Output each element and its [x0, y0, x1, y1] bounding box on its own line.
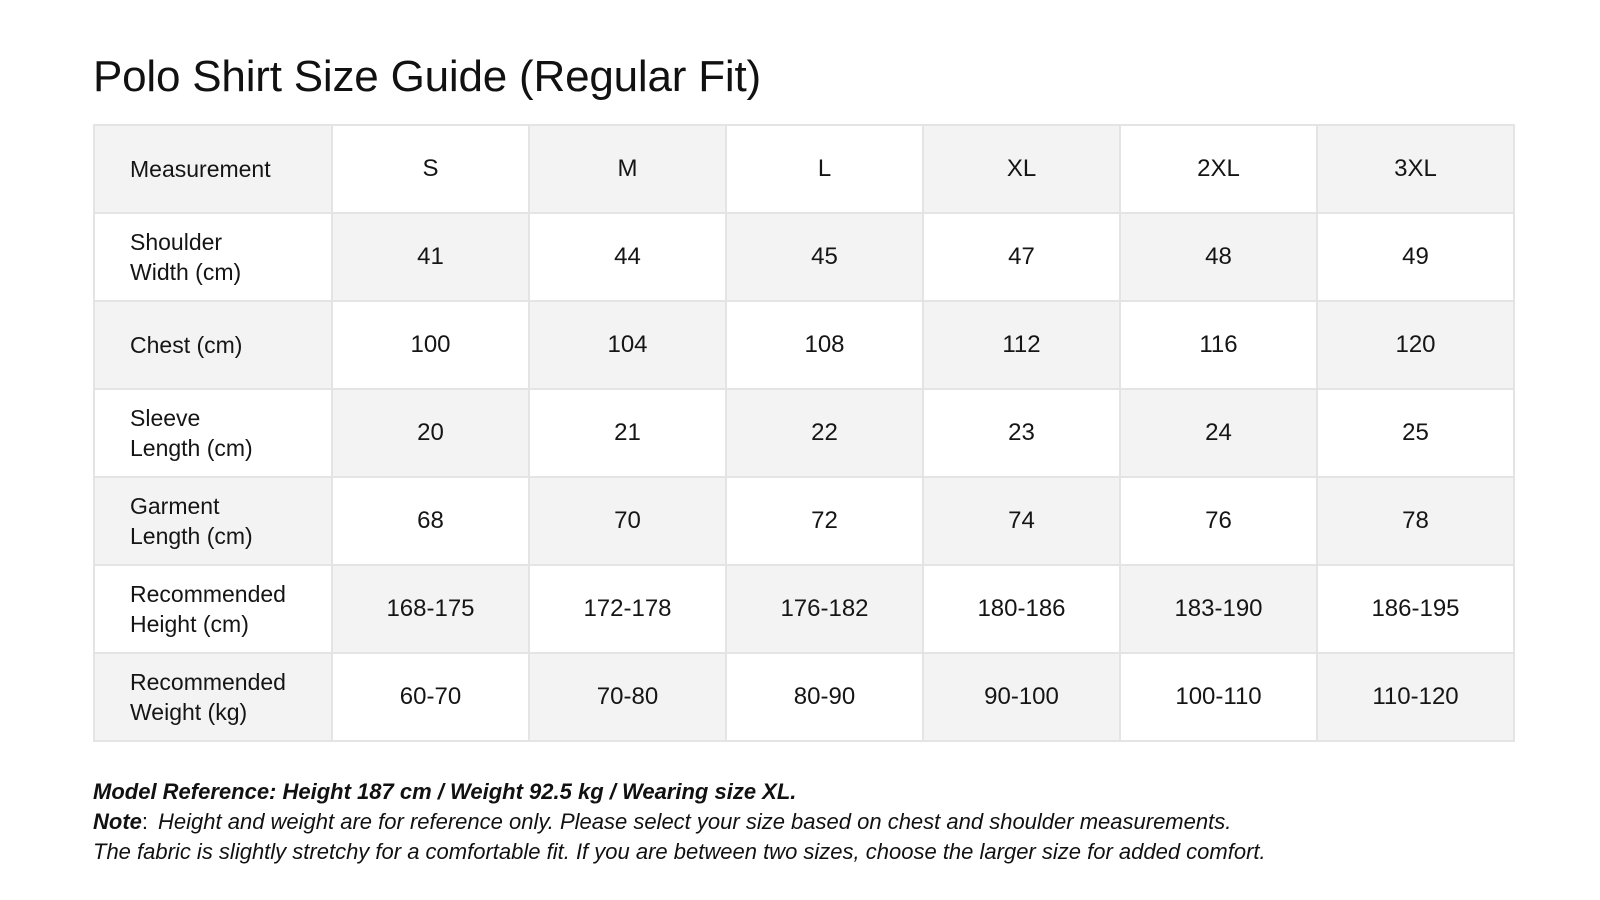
- notes-section: [93, 777, 1553, 867]
- table-cell: [332, 389, 529, 477]
- table-cell: [529, 389, 726, 477]
- note-line-1: [93, 807, 1553, 837]
- cell-value: 100-110: [1175, 683, 1262, 710]
- cell-value: 120: [1395, 331, 1436, 358]
- row-label-cell: [94, 213, 332, 301]
- cell-value: 23: [1008, 419, 1035, 446]
- cell-value: 70-80: [596, 683, 659, 710]
- row-label-line: Chest (cm): [130, 332, 243, 358]
- table-cell: [332, 653, 529, 741]
- table-cell: [332, 301, 529, 389]
- table-cell: [1120, 301, 1317, 389]
- row-label-line: Weight (kg): [130, 699, 248, 725]
- header-label-cell: [94, 125, 332, 213]
- cell-value: 72: [811, 507, 838, 534]
- cell-value: 45: [811, 243, 838, 270]
- table-cell: [726, 389, 923, 477]
- row-label-line: Garment: [130, 493, 220, 519]
- note-line-2: The fabric is slightly stretchy for a comfortable fit. If you are between two sizes, choose the larger size for added comfort.: [93, 839, 1266, 864]
- table-cell: [529, 565, 726, 653]
- note-colon: :: [141, 809, 149, 834]
- size-header-label: 3XL: [1394, 155, 1437, 182]
- cell-value: 78: [1402, 507, 1429, 534]
- size-table: [93, 124, 1515, 742]
- table-cell: [332, 213, 529, 301]
- cell-value: 48: [1205, 243, 1232, 270]
- row-label-cell: [94, 653, 332, 741]
- table-cell: [726, 477, 923, 565]
- table-row: [94, 477, 1514, 565]
- table-cell: [726, 213, 923, 301]
- table-header-row: [94, 125, 1514, 213]
- cell-value: 49: [1402, 243, 1429, 270]
- table-cell: [1317, 301, 1514, 389]
- size-header-cell: [1317, 125, 1514, 213]
- cell-value: 25: [1402, 419, 1429, 446]
- cell-value: 44: [614, 243, 641, 270]
- cell-value: 168-175: [386, 595, 475, 622]
- cell-value: 70: [614, 507, 641, 534]
- cell-value: 22: [811, 419, 838, 446]
- row-label-cell: [94, 565, 332, 653]
- row-label-line: Height (cm): [130, 611, 249, 637]
- row-label-cell: [94, 389, 332, 477]
- cell-value: 172-178: [583, 595, 672, 622]
- cell-value: 186-195: [1371, 595, 1460, 622]
- cell-value: 60-70: [399, 683, 462, 710]
- note-label: Note: [93, 809, 142, 834]
- cell-value: 176-182: [780, 595, 869, 622]
- table-cell: [726, 565, 923, 653]
- table-cell: [1317, 213, 1514, 301]
- table-cell: [923, 653, 1120, 741]
- table-cell: [1120, 477, 1317, 565]
- table-cell: [529, 213, 726, 301]
- row-label-line: Sleeve: [130, 405, 201, 431]
- table-cell: [1317, 389, 1514, 477]
- table-row: [94, 389, 1514, 477]
- table-cell: [923, 477, 1120, 565]
- table-cell: [1120, 213, 1317, 301]
- table-cell: [1120, 653, 1317, 741]
- table-cell: [529, 653, 726, 741]
- cell-value: 110-120: [1372, 683, 1459, 710]
- table-cell: [1120, 389, 1317, 477]
- cell-value: 180-186: [977, 595, 1066, 622]
- note-text-1: Height and weight are for reference only. Please select your size based on chest and shoulder measurements.: [158, 809, 1232, 834]
- cell-value: 76: [1205, 507, 1232, 534]
- table-cell: [923, 213, 1120, 301]
- size-header-label: S: [422, 155, 439, 182]
- page-title: Polo Shirt Size Guide (Regular Fit): [93, 52, 761, 101]
- table-cell: [726, 653, 923, 741]
- size-header-cell: [923, 125, 1120, 213]
- size-header-cell: [726, 125, 923, 213]
- cell-value: 21: [614, 419, 641, 446]
- table-cell: [1317, 653, 1514, 741]
- table-cell: [529, 477, 726, 565]
- row-label-line: Recommended: [130, 669, 286, 695]
- table-cell: [529, 301, 726, 389]
- row-label-line: Recommended: [130, 581, 286, 607]
- table-cell: [1120, 565, 1317, 653]
- cell-value: 41: [417, 243, 444, 270]
- table-row: [94, 301, 1514, 389]
- row-label-cell: [94, 301, 332, 389]
- cell-value: 80-90: [793, 683, 856, 710]
- cell-value: 104: [607, 331, 648, 358]
- size-header-label: L: [817, 155, 832, 182]
- size-header-cell: [332, 125, 529, 213]
- model-reference: Model Reference: Height 187 cm / Weight 92.5 kg / Wearing size XL.: [93, 779, 797, 804]
- cell-value: 90-100: [984, 683, 1059, 710]
- cell-value: 108: [804, 331, 845, 358]
- row-label-line: Width (cm): [130, 259, 242, 285]
- table-row: [94, 213, 1514, 301]
- cell-value: 112: [1002, 331, 1041, 358]
- size-header-label: 2XL: [1197, 155, 1240, 182]
- table-cell: [1317, 477, 1514, 565]
- table-row: [94, 565, 1514, 653]
- table-cell: [332, 565, 529, 653]
- row-label-line: Measurement: [130, 156, 271, 182]
- cell-value: 183-190: [1174, 595, 1263, 622]
- cell-value: 24: [1205, 419, 1232, 446]
- cell-value: 47: [1008, 243, 1035, 270]
- table-cell: [332, 477, 529, 565]
- table-cell: [923, 301, 1120, 389]
- cell-value: 74: [1008, 507, 1035, 534]
- size-header-cell: [529, 125, 726, 213]
- table-row: [94, 653, 1514, 741]
- table-cell: [923, 389, 1120, 477]
- size-header-cell: [1120, 125, 1317, 213]
- cell-value: 116: [1199, 331, 1238, 358]
- table-cell: [726, 301, 923, 389]
- size-header-label: M: [617, 155, 638, 182]
- cell-value: 100: [410, 331, 451, 358]
- cell-value: 20: [417, 419, 444, 446]
- table-cell: [1317, 565, 1514, 653]
- cell-value: 68: [417, 507, 444, 534]
- row-label-line: Length (cm): [130, 523, 253, 549]
- table-cell: [923, 565, 1120, 653]
- size-header-label: XL: [1006, 155, 1037, 182]
- row-label-cell: [94, 477, 332, 565]
- row-label-line: Length (cm): [130, 435, 253, 461]
- row-label-line: Shoulder: [130, 229, 223, 255]
